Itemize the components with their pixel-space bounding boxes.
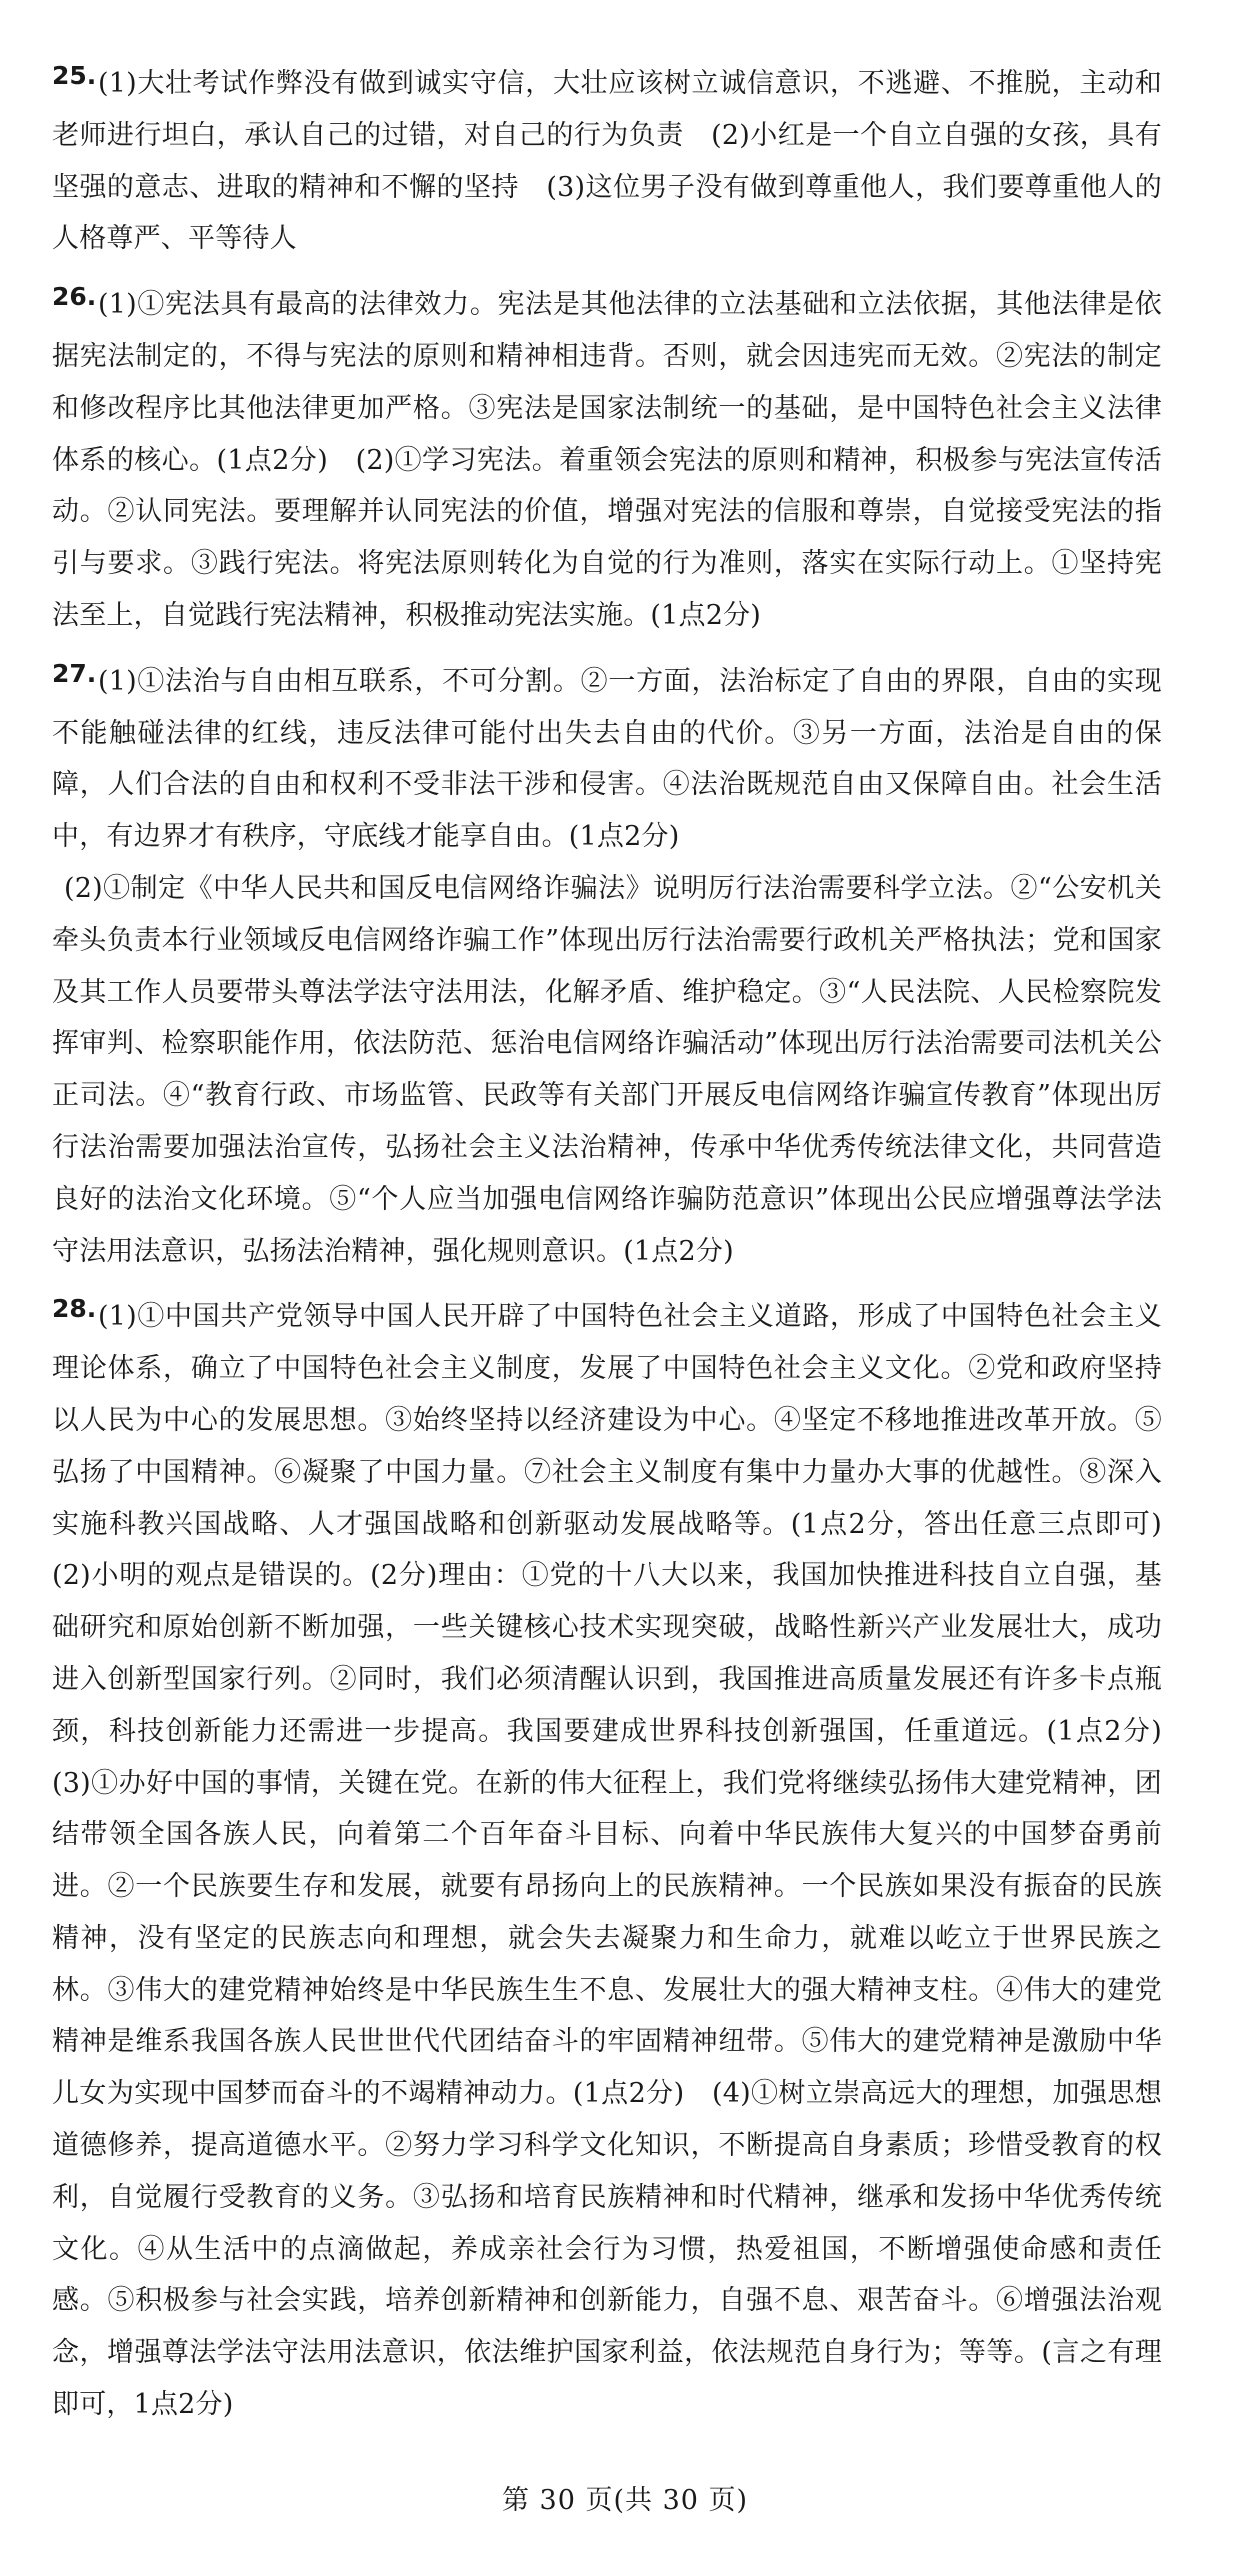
question-number: 27. bbox=[52, 658, 97, 688]
answer-paragraph: (2)①制定《中华人民共和国反电信网络诈骗法》说明厉行法治需要科学立法。②“公安机关牵头负责本行业领域反电信网络诈骗工作”体现出厉行法治需要行政机关严格执法；党和国家及其工作人员要带头尊法学法守法用法，化解矛盾、维护稳定。③“人民法院、人民检察院发挥审判、检察职能作用，依法防范、惩治电信网络诈骗活动”体现出厉行法治需要司法机关公正司法。④“教育行政、市场监管、民政等有关部门开展反电信网络诈骗宣传教育”体现出厉行法治需要加强法治宣传，弘扬社会主义法治精神，传承中华优秀传统法律文化，共同营造良好的法治文化环境。⑤“个人应当加强电信网络诈骗防范意识”体现出公民应增强尊法学法守法用法意识，弘扬法治精神，强化规则意识。(1点2分) bbox=[52, 872, 1162, 1267]
question-27 bbox=[52, 656, 1162, 1278]
question-28 bbox=[52, 1291, 1190, 2431]
question-number: 25. bbox=[52, 61, 97, 90]
question-number: 28. bbox=[52, 1294, 97, 1324]
page-footer: 第 30 页(共 30 页) bbox=[501, 2485, 749, 2516]
answer-paragraph: (1)①宪法具有最高的法律效力。宪法是其他法律的立法基础和立法依据，其他法律是依据宪法制定的，不得与宪法的原则和精神相违背。否则，就会因违宪而无效。②宪法的制定和修改程序比其他法律更加严格。③宪法是国家法制统一的基础，是中国特色社会主义法律体系的核心。(1点2分) (2)①学习宪法。着重领会宪法的原则和精神，积极参与宪法宣传活动。②认同宪法。要理解并认同宪法的价值，增强对宪法的信服和尊崇，自觉接受宪法的指引与要求。③践行宪法。将宪法原则转化为自觉的行为准则，落实在实际行动上。①坚持宪法至上，自觉践行宪法精神，积极推动宪法实施。(1点2分) bbox=[52, 289, 1162, 631]
question-25 bbox=[52, 58, 1162, 265]
answer-paragraph: (1)①中国共产党领导中国人民开辟了中国特色社会主义道路，形成了中国特色社会主义理论体系，确立了中国特色社会主义制度，发展了中国特色社会主义文化。②党和政府坚持以人民为中心的发展思想。③始终坚持以经济建设为中心。④坚定不移地推进改革开放。⑤弘扬了中国精神。⑥凝聚了中国力量。⑦社会主义制度有集中力量办大事的优越性。⑧深入实施科教兴国战略、人才强国战略和创新驱动发展战略等。(1点2分，答出任意三点即可) (2)小明的观点是错误的。(2分)理由：①党的十八大以来，我国加快推进科技自立自强，基础研究和原始创新不断加强，一些关键核心技术实现突破，战略性新兴产业发展壮大，成功进入创新型国家行列。②同时，我们必须清醒认识到，我国推进高质量发展还有许多卡点瓶颈，科技创新能力还需进一步提高。我国要建成世界科技创新强国，任重道远。(1点2分) (3)①办好中国的事情，关键在党。在新的伟大征程上，我们党将继续弘扬伟大建党精神，团结带领全国各族人民，向着第二个百年奋斗目标、向着中华民族伟大复兴的中国梦奋勇前进。②一个民族要生存和发展，就要有昂扬向上的民族精神。一个民族如果没有振奋的民族精神，没有坚定的民族志向和理想，就会失去凝聚力和生命力，就难以屹立于世界民族之林。③伟大的建党精神始终是中华民族生生不息、发展壮大的强大精神支柱。④伟大的建党精神是维系我国各族人民世世代代团结奋斗的牢固精神纽带。⑤伟大的建党精神是激励中华儿女为实现中国梦而奋斗的不竭精神动力。(1点2分) (4)①树立崇高远大的理想，加强思想道德修养，提高道德水平。②努力学习科学文化知识，不断提高自身素质；珍惜受教育的权利，自觉履行受教育的义务。③弘扬和培育民族精神和时代精神，继承和发扬中华优秀传统文化。④从生活中的点滴做起，养成亲社会行为习惯，热爱祖国，不断增强使命感和责任感。⑤积极参与社会实践，培养创新精神和创新能力，自强不息、艰苦奋斗。⑥增强法治观念，增强尊法学法守法用法意识，依法维护国家利益，依法规范自身行为；等等。(言之有理即可，1点2分) bbox=[52, 1301, 1190, 2421]
answer-paragraph: (1)大壮考试作弊没有做到诚实守信，大壮应该树立诚信意识，不逃避、不推脱，主动和老师进行坦白，承认自己的过错，对自己的行为负责 (2)小红是一个自立自强的女孩，具有坚强的意志、进取的精神和不懈的坚持 (3)这位男子没有做到尊重他人，我们要尊重他人的人格尊严、平等待人 bbox=[52, 68, 1162, 255]
answer-paragraph: (1)①法治与自由相互联系，不可分割。②一方面，法治标定了自由的界限，自由的实现不能触碰法律的红线，违反法律可能付出失去自由的代价。③另一方面，法治是自由的保障，人们合法的自由和权利不受非法干涉和侵害。④法治既规范自由又保障自由。社会生活中，有边界才有秩序，守底线才能享自由。(1点2分) bbox=[52, 665, 1162, 853]
question-number: 26. bbox=[52, 282, 97, 312]
question-26 bbox=[52, 279, 1162, 642]
answer-page bbox=[52, 58, 1190, 2431]
